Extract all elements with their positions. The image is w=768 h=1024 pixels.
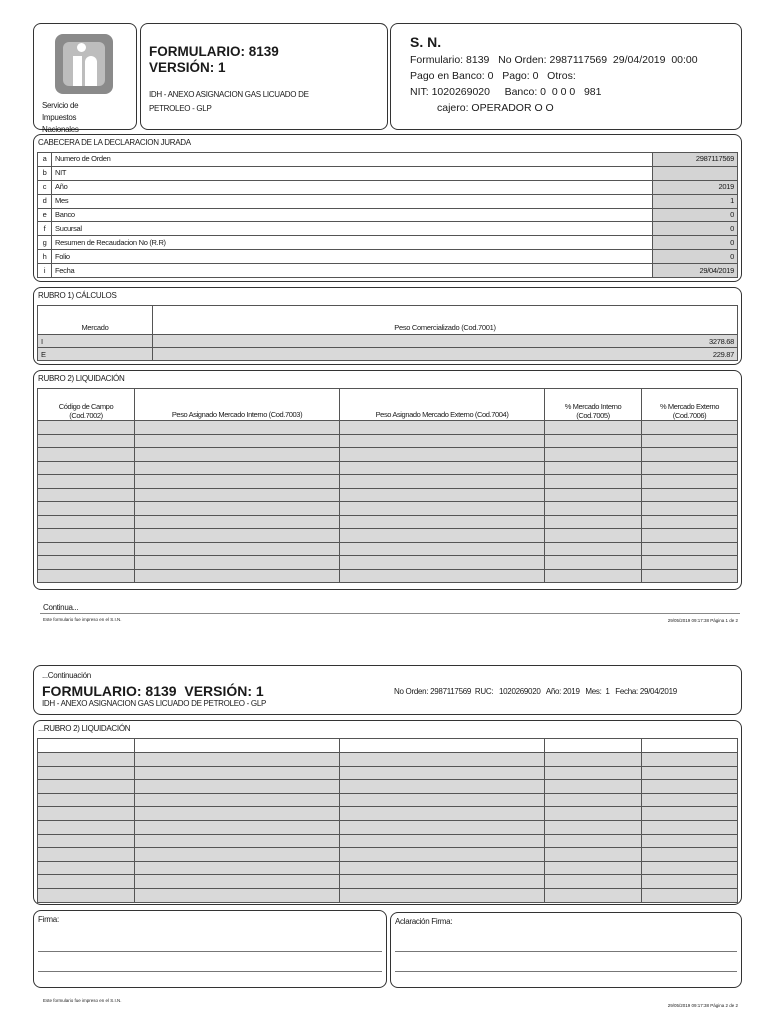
table-row [38, 569, 738, 583]
firma-box [33, 910, 387, 988]
cabecera-row: b NIT [38, 166, 738, 180]
table-row [38, 542, 738, 556]
table-row [38, 793, 738, 807]
aclaracion-box [390, 912, 742, 988]
table-row [38, 461, 738, 475]
cabecera-row: a Numero de Orden 2987117569 [38, 153, 738, 167]
table-row [38, 529, 738, 543]
sn-box [390, 23, 742, 130]
table-row [38, 888, 738, 902]
firma-line [38, 971, 382, 972]
table-row [38, 488, 738, 502]
sn-line1: Formulario: 8139 No Orden: 2987117569 29/04/2019 00:00 [410, 54, 698, 66]
aclaracion-line [395, 971, 737, 972]
page2-form-title: FORMULARIO: 8139 VERSIÓN: 1 [42, 683, 264, 699]
cabecera-value: 29/04/2019 [653, 264, 738, 278]
page2-rubro2-title: ...RUBRO 2) LIQUIDACIÓN [38, 724, 131, 733]
page2-header-box [33, 665, 742, 715]
rubro1-row: E 229.87 [38, 348, 738, 361]
sn-line3: NIT: 1020269020 Banco: 0 0 0 0 981 [410, 86, 602, 98]
cabecera-value: 2987117569 [653, 153, 738, 167]
rubro2-table [37, 388, 738, 583]
cabecera-value: 2019 [653, 180, 738, 194]
table-row [38, 475, 738, 489]
table-row [38, 875, 738, 889]
form-title: FORMULARIO: 8139 [149, 44, 279, 59]
sn-title: S. N. [410, 34, 442, 50]
rubro2-section [33, 370, 742, 590]
table-row [38, 448, 738, 462]
cabecera-row: i Fecha 29/04/2019 [38, 264, 738, 278]
cabecera-row: g Resumen de Recaudacion No (R.R) 0 [38, 236, 738, 250]
rubro2-title: RUBRO 2) LIQUIDACIÓN [38, 374, 125, 383]
rubro1-title: RUBRO 1) CÁLCULOS [38, 291, 117, 300]
aclaracion-label: Aclaración Firma: [395, 917, 453, 926]
table-row [38, 515, 738, 529]
sn-line4: cajero: OPERADOR O O [437, 102, 554, 114]
col-mercado-header: Mercado [38, 306, 153, 335]
cabecera-value: 0 [653, 250, 738, 264]
col-interno-header: Peso Asignado Mercado Interno (Cod.7003) [135, 389, 340, 421]
cabecera-row: d Mes 1 [38, 194, 738, 208]
sn-line2: Pago en Banco: 0 Pago: 0 Otros: [410, 70, 576, 82]
form-title-box [140, 23, 388, 130]
table-row [38, 834, 738, 848]
rubro1-table [37, 305, 738, 361]
table-row [38, 766, 738, 780]
col-pct-externo-header: % Mercado Externo (Cod.7006) [642, 389, 738, 421]
firma-line [38, 951, 382, 952]
page2-form-description: IDH - ANEXO ASIGNACION GAS LICUADO DE PETROLEO - GLP [42, 699, 267, 708]
cabecera-value: 0 [653, 236, 738, 250]
logo-text: Servicio de Impuestos Nacionales [42, 101, 79, 134]
page1-print-note: Este formulario fue impreso en el S.I.N. [43, 617, 122, 622]
rubro1-section [33, 287, 742, 365]
aclaracion-line [395, 951, 737, 952]
cabecera-value [653, 166, 738, 180]
form-version: VERSIÓN: 1 [149, 60, 226, 75]
page2-rubro2-table [37, 738, 738, 903]
cabecera-table [37, 152, 738, 278]
table-row [38, 502, 738, 516]
page2-page-number: 29/05/2019 09:17:38 Página 2 de 2 [667, 1003, 738, 1008]
cabecera-row: h Folio 0 [38, 250, 738, 264]
table-row [38, 820, 738, 834]
table-row [38, 807, 738, 821]
table-row [38, 753, 738, 767]
table-row [38, 434, 738, 448]
cabecera-row: e Banco 0 [38, 208, 738, 222]
page2-rubro2-section [33, 720, 742, 905]
cabecera-value: 0 [653, 222, 738, 236]
col-codigo-header: Código de Campo (Cod.7002) [38, 389, 135, 421]
col-peso-header: Peso Comercializado (Cod.7001) [153, 306, 738, 335]
cabecera-section [33, 134, 742, 282]
page2-order-info: No Orden: 2987117569 RUC: 1020269020 Año: 2019 Mes: 1 Fecha: 29/04/2019 [394, 687, 677, 696]
continua-label: Continua... [43, 603, 79, 612]
table-row [38, 861, 738, 875]
cabecera-row: c Año 2019 [38, 180, 738, 194]
page2-print-note: Este formulario fue impreso en el S.I.N. [43, 998, 122, 1003]
rubro1-row: I 3278.68 [38, 335, 738, 348]
cabecera-title: CABECERA DE LA DECLARACION JURADA [38, 138, 191, 147]
cabecera-value: 0 [653, 208, 738, 222]
page1-footer-rule [40, 613, 740, 614]
table-row [38, 780, 738, 794]
firma-label: Firma: [38, 915, 59, 924]
table-row [38, 421, 738, 435]
col-externo-header: Peso Asignado Mercado Externo (Cod.7004) [340, 389, 545, 421]
form-description: IDH - ANEXO ASIGNACION GAS LICUADO DE PETROLEO - GLP [149, 90, 309, 113]
sin-logo-icon [55, 34, 113, 94]
continuacion-label: ...Continuación [42, 671, 91, 680]
logo-box [33, 23, 137, 134]
table-row [38, 556, 738, 570]
page1-page-number: 29/05/2019 09:17:38 Página 1 de 2 [667, 618, 738, 623]
table-row [38, 848, 738, 862]
cabecera-value: 1 [653, 194, 738, 208]
col-pct-interno-header: % Mercado Interno (Cod.7005) [545, 389, 642, 421]
cabecera-row: f Sucursal 0 [38, 222, 738, 236]
